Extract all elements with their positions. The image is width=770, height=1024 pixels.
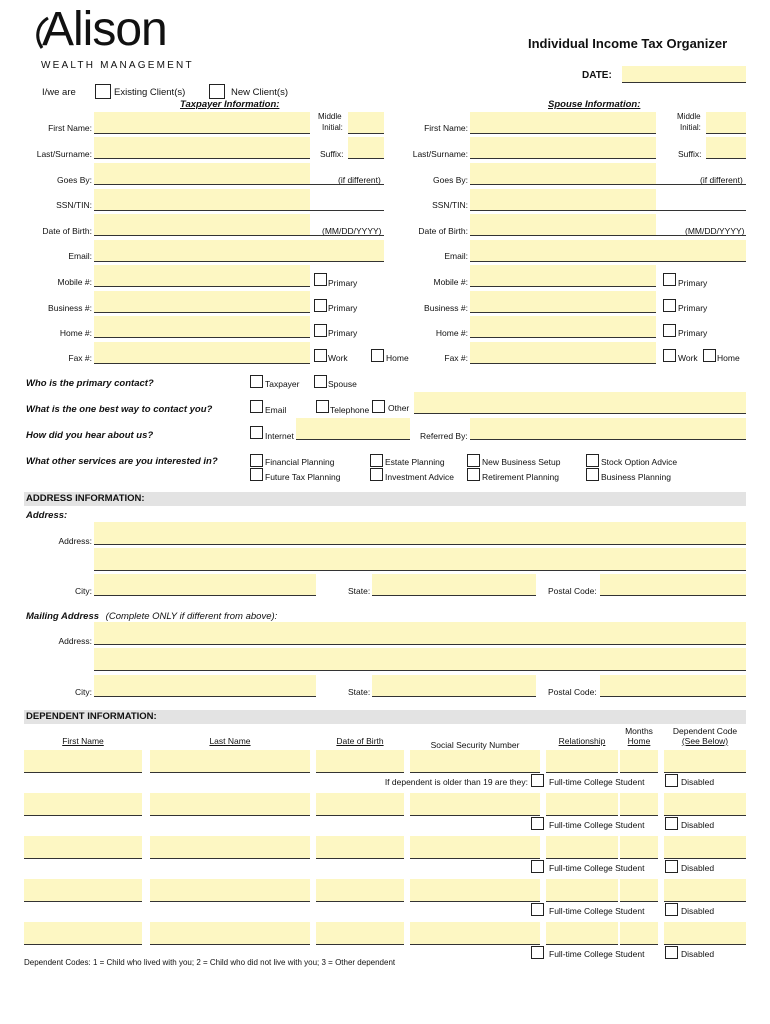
tp-fax-field[interactable] (94, 342, 310, 364)
tp-first-name-field[interactable] (94, 112, 310, 134)
tp-middle-initial-field[interactable] (348, 112, 384, 134)
dep1-fulltime-student-checkbox[interactable] (531, 774, 544, 787)
dep2-first-name-field[interactable] (24, 793, 142, 816)
sp-last-name-field[interactable] (470, 137, 656, 159)
service-business-planning-label: Business Planning (601, 472, 671, 482)
dep4-disabled-checkbox[interactable] (665, 903, 678, 916)
new-client-checkbox[interactable] (209, 84, 225, 99)
tp-mobile-label: Mobile #: (57, 277, 92, 287)
mailing-state-field[interactable] (372, 675, 536, 697)
dep3-last-name-field[interactable] (150, 836, 310, 859)
dep1-months-home-field[interactable] (620, 750, 658, 773)
sp-fax-home-label: Home (717, 353, 740, 363)
contact-other-label: Other (388, 403, 410, 413)
tp-suffix-label: Suffix: (320, 149, 344, 159)
tp-ssn-line (310, 210, 384, 211)
tp-goes-by-field[interactable] (94, 163, 310, 185)
service-investment-advice-label: Investment Advice (385, 472, 454, 482)
dep3-fulltime-student-label: Full-time College Student (549, 863, 645, 873)
dep3-ssn-field[interactable] (410, 836, 540, 859)
primary-contact-question: Who is the primary contact? (26, 378, 154, 389)
tp-goes-by-line (310, 184, 384, 185)
hear-internet-field[interactable] (296, 418, 410, 440)
dep5-fulltime-student-checkbox[interactable] (531, 946, 544, 959)
tp-email-field[interactable] (94, 240, 384, 262)
tp-goes-by-label: Goes By: (57, 175, 92, 185)
sp-dob-line (656, 235, 746, 236)
new-client-label: New Client(s) (231, 87, 289, 98)
sp-first-name-label: First Name: (424, 123, 468, 133)
primary-spouse-label: Spouse (328, 379, 357, 389)
tp-home-primary-checkbox[interactable] (314, 324, 327, 337)
contact-email-label: Email (265, 405, 287, 415)
sp-first-name-field[interactable] (470, 112, 656, 134)
dep3-relationship-field[interactable] (546, 836, 618, 859)
dep5-last-name-field[interactable] (150, 922, 310, 945)
sp-middle-label: Middle (677, 112, 701, 121)
dep2-months-home-field[interactable] (620, 793, 658, 816)
tp-mobile-primary-checkbox[interactable] (314, 273, 327, 286)
service-stock-option-checkbox[interactable] (586, 454, 599, 467)
service-estate-planning-checkbox[interactable] (370, 454, 383, 467)
tp-business-label: Business #: (48, 303, 92, 313)
dep4-months-home-field[interactable] (620, 879, 658, 902)
form-title: Individual Income Tax Organizer (528, 36, 728, 51)
tp-first-name-label: First Name: (48, 123, 92, 133)
date-field[interactable] (622, 66, 746, 83)
dep5-fulltime-student-label: Full-time College Student (549, 949, 645, 959)
contact-email-checkbox[interactable] (250, 400, 263, 413)
dep4-relationship-field[interactable] (546, 879, 618, 902)
city-label: City: (75, 586, 92, 596)
dep5-months-home-field[interactable] (620, 922, 658, 945)
sp-dob-field[interactable] (470, 214, 656, 236)
tp-fax-home-label: Home (386, 353, 409, 363)
sp-email-field[interactable] (470, 240, 746, 262)
service-business-planning-checkbox[interactable] (586, 468, 599, 481)
mailing-city-label: City: (75, 687, 92, 697)
tp-dob-line (310, 235, 384, 236)
best-way-question: What is the one best way to contact you? (26, 404, 213, 415)
client-type-prompt: I/we are (42, 87, 76, 98)
sp-mobile-field[interactable] (470, 265, 656, 287)
tp-home-primary-label: Primary (328, 328, 358, 338)
dep3-disabled-checkbox[interactable] (665, 860, 678, 873)
dep1-ssn-field[interactable] (410, 750, 540, 773)
mailing-address-note: (Complete ONLY if different from above): (105, 611, 278, 622)
dep1-dob-field[interactable] (316, 750, 404, 773)
dep3-dependent-code-field[interactable] (664, 836, 746, 859)
dep1-first-name-field[interactable] (24, 750, 142, 773)
sp-home-primary-checkbox[interactable] (663, 324, 676, 337)
service-future-tax-checkbox[interactable] (250, 468, 263, 481)
sp-mobile-primary-label: Primary (678, 278, 708, 288)
mailing-address-title: Mailing Address (26, 611, 100, 622)
dep4-ssn-field[interactable] (410, 879, 540, 902)
hear-about-question: How did you hear about us? (26, 430, 154, 441)
service-financial-planning-checkbox[interactable] (250, 454, 263, 467)
company-logo (36, 3, 206, 71)
dep-col-last-name: Last Name (209, 736, 251, 746)
sp-ssn-label: SSN/TIN: (432, 200, 468, 210)
service-investment-advice-checkbox[interactable] (370, 468, 383, 481)
taxpayer-header: Taxpayer Information: (180, 99, 280, 110)
tp-ssn-field[interactable] (94, 189, 310, 211)
primary-taxpayer-checkbox[interactable] (250, 375, 263, 388)
dep2-dependent-code-field[interactable] (664, 793, 746, 816)
dep1-disabled-checkbox[interactable] (665, 774, 678, 787)
dep5-relationship-field[interactable] (546, 922, 618, 945)
dep-col-code: Dependent Code (672, 726, 738, 736)
sp-business-primary-checkbox[interactable] (663, 299, 676, 312)
sp-suffix-label: Suffix: (678, 149, 702, 159)
dep3-dob-field[interactable] (316, 836, 404, 859)
mailing-address-heading (26, 611, 277, 622)
hear-internet-label: Internet (265, 431, 294, 441)
sp-dob-label: Date of Birth: (418, 226, 468, 236)
sp-suffix-field[interactable] (706, 137, 746, 159)
tp-last-name-field[interactable] (94, 137, 310, 159)
dep4-last-name-field[interactable] (150, 879, 310, 902)
service-estate-planning-label: Estate Planning (385, 457, 445, 467)
tp-mobile-field[interactable] (94, 265, 310, 287)
dep-col-home: Home (627, 736, 651, 746)
postal-field[interactable] (600, 574, 746, 596)
dep-older-than-19-note: If dependent is older than 19 are they: (384, 777, 528, 787)
mailing-city-field[interactable] (94, 675, 316, 697)
sp-business-primary-label: Primary (678, 303, 708, 313)
dep1-fulltime-student-label: Full-time College Student (549, 777, 645, 787)
referred-by-label: Referred By: (420, 431, 468, 441)
tp-email-label: Email: (68, 251, 92, 261)
contact-other-checkbox[interactable] (372, 400, 385, 413)
city-field[interactable] (94, 574, 316, 596)
tp-suffix-field[interactable] (348, 137, 384, 159)
sp-date-format-label: (MM/DD/YYYY) (685, 226, 745, 236)
other-services-question: What other services are you interested in? (26, 456, 218, 467)
state-label: State: (348, 586, 371, 596)
tp-business-field[interactable] (94, 291, 310, 313)
sp-fax-work-label: Work (678, 353, 698, 363)
address-label: Address: (58, 536, 92, 546)
dep1-relationship-field[interactable] (546, 750, 618, 773)
dep1-disabled-label: Disabled (681, 777, 715, 787)
hear-internet-checkbox[interactable] (250, 426, 263, 439)
dep5-disabled-label: Disabled (681, 949, 715, 959)
address-heading: Address: (26, 510, 68, 521)
sp-home-field[interactable] (470, 316, 656, 338)
dep-col-relationship: Relationship (558, 736, 606, 746)
existing-client-label: Existing Client(s) (114, 87, 186, 98)
sp-fax-work-checkbox[interactable] (663, 349, 676, 362)
dep5-dob-field[interactable] (316, 922, 404, 945)
dep2-ssn-field[interactable] (410, 793, 540, 816)
sp-ssn-field[interactable] (470, 189, 656, 211)
dep2-disabled-checkbox[interactable] (665, 817, 678, 830)
dep4-dob-field[interactable] (316, 879, 404, 902)
referred-by-field[interactable] (470, 418, 746, 440)
sp-mobile-label: Mobile #: (433, 277, 468, 287)
primary-taxpayer-label: Taxpayer (265, 379, 300, 389)
dep-col-dob: Date of Birth (336, 736, 384, 746)
dep5-ssn-field[interactable] (410, 922, 540, 945)
sp-ssn-line (656, 210, 746, 211)
dep2-disabled-label: Disabled (681, 820, 715, 830)
sp-goes-by-field[interactable] (470, 163, 656, 185)
dep2-fulltime-student-label: Full-time College Student (549, 820, 645, 830)
spouse-header: Spouse Information: (548, 99, 641, 110)
contact-telephone-label: Telephone (330, 405, 370, 415)
tp-fax-work-label: Work (328, 353, 348, 363)
tp-business-primary-label: Primary (328, 303, 358, 313)
tp-mobile-primary-label: Primary (328, 278, 358, 288)
dep3-months-home-field[interactable] (620, 836, 658, 859)
service-new-business-label: New Business Setup (482, 457, 561, 467)
tp-fax-work-checkbox[interactable] (314, 349, 327, 362)
dep4-fulltime-student-label: Full-time College Student (549, 906, 645, 916)
dep-col-ssn: Social Security Number (430, 740, 520, 750)
tp-business-primary-checkbox[interactable] (314, 299, 327, 312)
dep3-fulltime-student-checkbox[interactable] (531, 860, 544, 873)
contact-other-field[interactable] (414, 392, 746, 414)
dep5-first-name-field[interactable] (24, 922, 142, 945)
dependent-codes-note: Dependent Codes: 1 = Child who lived with you; 2 = Child who did not live with you; 3 = Other dependent (24, 958, 396, 967)
sp-initial-label: Initial: (680, 123, 701, 132)
service-retirement-planning-label: Retirement Planning (482, 472, 560, 482)
sp-home-primary-label: Primary (678, 328, 708, 338)
existing-client-checkbox[interactable] (95, 84, 111, 99)
dep4-first-name-field[interactable] (24, 879, 142, 902)
dep4-fulltime-student-checkbox[interactable] (531, 903, 544, 916)
dep5-disabled-checkbox[interactable] (665, 946, 678, 959)
service-future-tax-label: Future Tax Planning (265, 472, 341, 482)
address-line1-field[interactable] (94, 522, 746, 545)
dep2-dob-field[interactable] (316, 793, 404, 816)
dep-col-code-note: (See Below) (681, 736, 729, 746)
sp-goes-by-line (656, 184, 746, 185)
dep2-fulltime-student-checkbox[interactable] (531, 817, 544, 830)
sp-mobile-primary-checkbox[interactable] (663, 273, 676, 286)
sp-if-different-label: (if different) (700, 175, 743, 185)
logo-tagline: WEALTH MANAGEMENT (41, 60, 194, 71)
mailing-address-line1-field[interactable] (94, 622, 746, 645)
mailing-address-label: Address: (58, 636, 92, 646)
mailing-address-line2-field[interactable] (94, 648, 746, 671)
tp-home-label: Home #: (59, 328, 92, 338)
tp-home-field[interactable] (94, 316, 310, 338)
tp-date-format-label: (MM/DD/YYYY) (322, 226, 382, 236)
dep-col-first-name: First Name (62, 736, 104, 746)
address-line2-field[interactable] (94, 548, 746, 571)
service-retirement-planning-checkbox[interactable] (467, 468, 480, 481)
dependent-section-header: DEPENDENT INFORMATION: (24, 710, 746, 724)
tp-initial-label: Initial: (322, 123, 343, 132)
sp-fax-field[interactable] (470, 342, 656, 364)
primary-spouse-checkbox[interactable] (314, 375, 327, 388)
dep2-last-name-field[interactable] (150, 793, 310, 816)
tp-middle-label: Middle (318, 112, 342, 121)
dep-col-months: Months (625, 726, 653, 736)
contact-telephone-checkbox[interactable] (316, 400, 329, 413)
sp-email-label: Email: (444, 251, 468, 261)
state-field[interactable] (372, 574, 536, 596)
dep3-disabled-label: Disabled (681, 863, 715, 873)
dep5-dependent-code-field[interactable] (664, 922, 746, 945)
sp-fax-label: Fax #: (444, 353, 468, 363)
sp-business-label: Business #: (424, 303, 468, 313)
dep3-first-name-field[interactable] (24, 836, 142, 859)
dep1-dependent-code-field[interactable] (664, 750, 746, 773)
sp-business-field[interactable] (470, 291, 656, 313)
address-section-header: ADDRESS INFORMATION: (24, 492, 746, 506)
tp-fax-home-checkbox[interactable] (371, 349, 384, 362)
service-stock-option-label: Stock Option Advice (601, 457, 678, 467)
service-new-business-checkbox[interactable] (467, 454, 480, 467)
tp-ssn-label: SSN/TIN: (56, 200, 92, 210)
mailing-state-label: State: (348, 687, 371, 697)
dep2-relationship-field[interactable] (546, 793, 618, 816)
tp-if-different-label: (if different) (338, 175, 381, 185)
tp-last-name-label: Last/Surname: (36, 149, 92, 159)
date-label: DATE: (582, 70, 612, 81)
dep4-dependent-code-field[interactable] (664, 879, 746, 902)
tp-dob-field[interactable] (94, 214, 310, 236)
tp-fax-label: Fax #: (68, 353, 92, 363)
service-financial-planning-label: Financial Planning (265, 457, 335, 467)
tp-dob-label: Date of Birth: (42, 226, 92, 236)
sp-home-label: Home #: (435, 328, 468, 338)
sp-goes-by-label: Goes By: (433, 175, 468, 185)
mailing-postal-label: Postal Code: (548, 687, 597, 697)
sp-middle-initial-field[interactable] (706, 112, 746, 134)
mailing-postal-field[interactable] (600, 675, 746, 697)
dep4-disabled-label: Disabled (681, 906, 715, 916)
logo-name: Alison (42, 3, 167, 56)
postal-label: Postal Code: (548, 586, 597, 596)
dep1-last-name-field[interactable] (150, 750, 310, 773)
sp-fax-home-checkbox[interactable] (703, 349, 716, 362)
sp-last-name-label: Last/Surname: (412, 149, 468, 159)
